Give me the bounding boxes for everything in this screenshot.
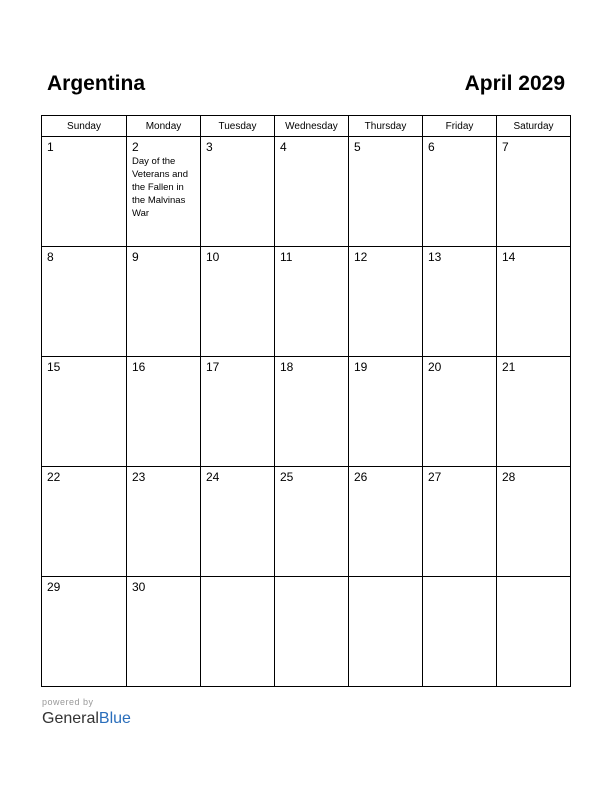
calendar-month-title: April 2029 xyxy=(464,72,565,95)
day-cell-empty xyxy=(201,577,275,687)
day-number: 5 xyxy=(354,140,361,154)
day-number: 1 xyxy=(47,140,54,154)
day-number: 11 xyxy=(280,250,293,264)
day-cell xyxy=(42,467,127,577)
generalblue-logo[interactable] xyxy=(42,709,131,729)
weekday-saturday: Saturday xyxy=(497,116,571,137)
day-number: 22 xyxy=(47,470,61,484)
day-cell xyxy=(127,137,201,247)
day-number: 7 xyxy=(502,140,509,154)
day-cell xyxy=(42,357,127,467)
day-number: 12 xyxy=(354,250,368,264)
weekday-header-row xyxy=(42,116,571,137)
powered-by-label: powered by xyxy=(42,697,94,707)
day-number: 23 xyxy=(132,470,146,484)
day-cell xyxy=(349,247,423,357)
day-cell xyxy=(201,467,275,577)
day-cell-empty xyxy=(423,577,497,687)
day-cell xyxy=(423,137,497,247)
week-row xyxy=(42,247,571,357)
day-cell-empty xyxy=(275,577,349,687)
day-number: 30 xyxy=(132,580,146,594)
day-cell xyxy=(497,137,571,247)
day-number: 19 xyxy=(354,360,368,374)
day-cell xyxy=(275,137,349,247)
day-cell xyxy=(275,357,349,467)
weekday-wednesday: Wednesday xyxy=(275,116,349,137)
day-number xyxy=(275,577,348,580)
day-number: 14 xyxy=(502,250,516,264)
day-number: 4 xyxy=(280,140,287,154)
day-cell-empty xyxy=(349,577,423,687)
day-cell xyxy=(349,357,423,467)
day-number: 3 xyxy=(206,140,213,154)
day-cell xyxy=(42,577,127,687)
day-cell xyxy=(127,467,201,577)
day-cell xyxy=(201,247,275,357)
brand-name-part2: Blue xyxy=(98,710,131,727)
day-cell xyxy=(423,467,497,577)
day-number: 15 xyxy=(47,360,61,374)
calendar-country-title: Argentina xyxy=(47,72,146,95)
day-number: 17 xyxy=(206,360,220,374)
day-number: 25 xyxy=(280,470,294,484)
day-cell xyxy=(42,247,127,357)
week-row xyxy=(42,467,571,577)
day-cell xyxy=(275,247,349,357)
day-number xyxy=(423,577,496,580)
weekday-thursday: Thursday xyxy=(349,116,423,137)
day-number: 8 xyxy=(47,250,54,264)
holiday-event: Day of the Veterans and the Fallen in the Malvinas War xyxy=(132,156,188,219)
day-number: 16 xyxy=(132,360,146,374)
day-cell xyxy=(127,577,201,687)
week-row xyxy=(42,577,571,687)
day-cell xyxy=(497,247,571,357)
day-cell xyxy=(497,357,571,467)
weekday-monday: Monday xyxy=(127,116,201,137)
day-cell xyxy=(201,357,275,467)
day-number: 26 xyxy=(354,470,368,484)
day-number: 10 xyxy=(206,250,220,264)
day-number: 6 xyxy=(428,140,435,154)
day-number: 29 xyxy=(47,580,61,594)
day-cell xyxy=(127,357,201,467)
footer-branding xyxy=(42,697,131,729)
day-number: 13 xyxy=(428,250,442,264)
day-cell xyxy=(42,137,127,247)
weekday-tuesday: Tuesday xyxy=(201,116,275,137)
day-number: 24 xyxy=(206,470,220,484)
day-number: 2 xyxy=(132,140,139,154)
calendar-grid xyxy=(41,115,571,687)
day-cell xyxy=(423,247,497,357)
day-cell xyxy=(201,137,275,247)
day-number: 21 xyxy=(502,360,516,374)
day-number: 28 xyxy=(502,470,516,484)
day-cell xyxy=(349,137,423,247)
day-number xyxy=(497,577,570,580)
day-cell-empty xyxy=(497,577,571,687)
day-number: 27 xyxy=(428,470,442,484)
day-number: 18 xyxy=(280,360,294,374)
weekday-sunday: Sunday xyxy=(42,116,127,137)
day-number xyxy=(349,577,422,580)
day-cell xyxy=(349,467,423,577)
day-cell xyxy=(423,357,497,467)
day-number xyxy=(201,577,274,580)
day-cell xyxy=(127,247,201,357)
day-number: 20 xyxy=(428,360,442,374)
week-row xyxy=(42,357,571,467)
brand-name-part1: General xyxy=(42,710,99,727)
day-cell xyxy=(275,467,349,577)
week-row xyxy=(42,137,571,247)
weekday-friday: Friday xyxy=(423,116,497,137)
day-number: 9 xyxy=(132,250,139,264)
day-cell xyxy=(497,467,571,577)
